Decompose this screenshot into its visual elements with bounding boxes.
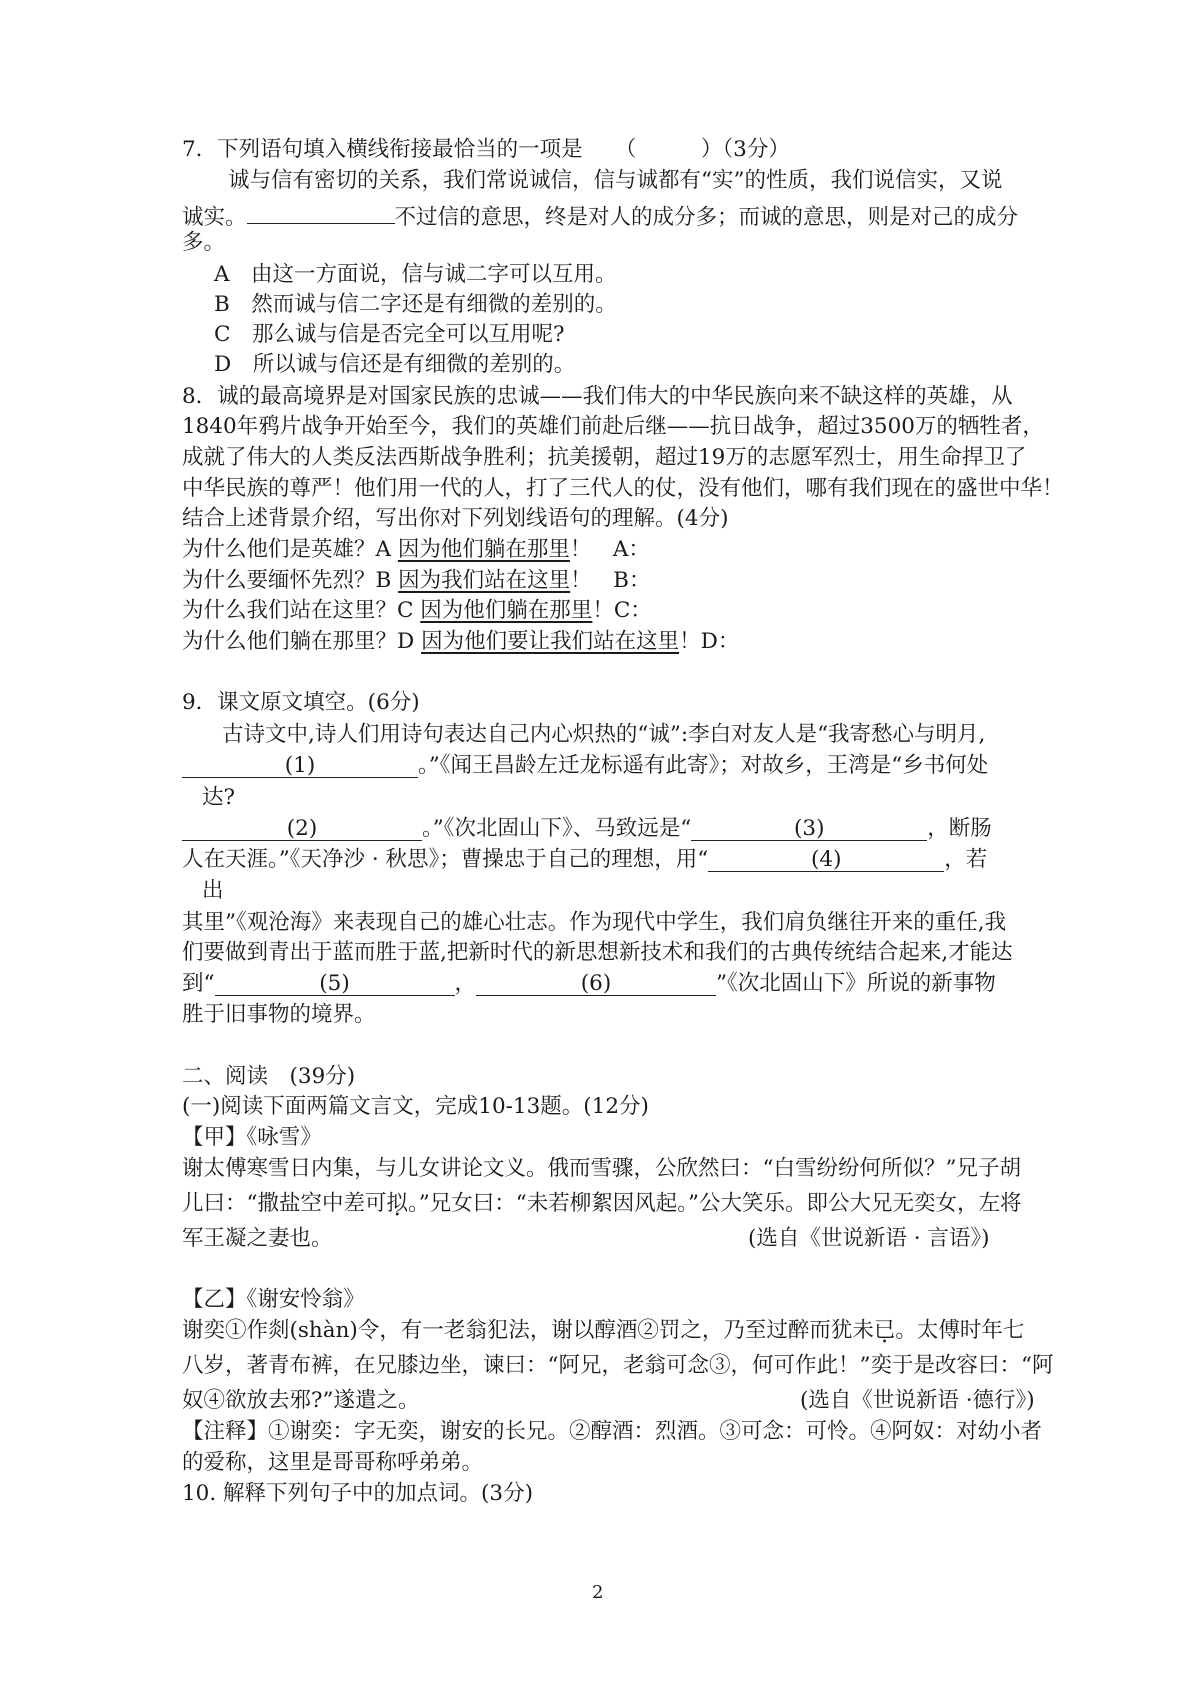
q9-text-line: 出 bbox=[202, 878, 224, 903]
q7-paragraph-line: 诚与信有密切的关系，我们常说诚信，信与诚都有“实”的性质，我们说信实，又说 bbox=[228, 168, 1003, 193]
q9-text-line: 人在天涯。”《天净沙 · 秋思》；曹操忠于自己的理想，用“ (4) ，若 bbox=[182, 847, 988, 872]
q9-blank-1[interactable]: (1) bbox=[182, 755, 418, 778]
subsection-heading: (一)阅读下面两篇文言文，完成10-13题。(12分) bbox=[182, 1094, 649, 1119]
passage-source: (选自《世说新语 ·德行》) bbox=[800, 1388, 1035, 1413]
passage-yi-title: 【乙】《谢安怜翁》 bbox=[182, 1287, 365, 1312]
q8-item-c: 为什么我们站在这里？C 因为他们躺在那里！C： bbox=[182, 598, 652, 623]
q8-item-d: 为什么他们躺在那里？D 因为他们要让我们站在这里！D： bbox=[182, 629, 740, 654]
q7-option-d: D 所以诚与信还是有细微的差别的。 bbox=[214, 352, 576, 377]
underlined-phrase: 因为我们站在这里 bbox=[398, 568, 571, 593]
passage-line: 儿曰：“撒盐空中差可拟。”兄女曰：“未若柳絮因风起。”公大笑乐。即公大兄无奕女，左将 bbox=[182, 1191, 1022, 1216]
annotation-line: 的爱称，这里是哥哥称呼弟弟。 bbox=[182, 1450, 484, 1475]
q10-title: 10. 解释下列句子中的加点词。(3分) bbox=[182, 1481, 533, 1506]
q8-item-b: 为什么要缅怀先烈？B 因为我们站在这里！ B： bbox=[182, 568, 651, 593]
q7-option-a: A 由这一方面说，信与诚二字可以互用。 bbox=[214, 262, 617, 287]
q9-text-line: 到“ (5) ， (6) ”《次北固山下》所说的新事物 bbox=[182, 971, 996, 996]
q9-text-line: 古诗文中,诗人们用诗句表达自己内心炽热的“诚”:李白对友人是“我寄愁心与明月, bbox=[222, 722, 986, 747]
underlined-phrase: 因为他们要让我们站在这里 bbox=[421, 629, 680, 654]
q8-text-line: 1840年鸦片战争开始至今，我们的英雄们前赴后继——抗日战争，超过3500万的牺牲者， bbox=[182, 414, 1044, 439]
q9-blank-5[interactable]: (5) bbox=[215, 973, 455, 996]
q9-blank-2[interactable]: (2) bbox=[182, 818, 422, 841]
q9-text-line: 其里”《观沧海》来表现自己的雄心壮志。作为现代中学生，我们肩负继往开来的重任,我 bbox=[182, 910, 1007, 935]
q7-paragraph-line: 多。 bbox=[182, 230, 226, 255]
q8-text-line: 结合上述背景介绍，写出你对下列划线语句的理解。(4分) bbox=[182, 506, 729, 531]
q7-paragraph-line: 诚实。 不过信的意思，终是对人的成分多；而诚的意思，则是对己的成分 bbox=[182, 201, 1018, 229]
dotted-word: 拟 bbox=[386, 1191, 409, 1216]
passage-line: 谢太傅寒雪日内集，与儿女讲论文义。俄而雪骤，公欣然曰：“白雪纷纷何所似？”兄子胡 bbox=[182, 1156, 1021, 1181]
q9-text-line: 达? bbox=[202, 785, 236, 810]
page-number: 2 bbox=[592, 1582, 604, 1603]
annotation-line: 【注释】①谢奕：字无奕，谢安的长兄。②醇酒：烈酒。③可念：可怜。④阿奴：对幼小者 bbox=[182, 1419, 1043, 1444]
passage-line: 军王凝之妻也。 bbox=[182, 1226, 333, 1251]
q8-text-line: 成就了伟大的人类反法西斯战争胜利；抗美援朝，超过19万的志愿军烈士，用生命捍卫了 bbox=[182, 445, 1027, 470]
passage-jia-title: 【甲】《咏雪》 bbox=[182, 1125, 322, 1150]
q7-option-b: B 然而诚与信二字还是有细微的差别的。 bbox=[214, 292, 617, 317]
underlined-phrase: 因为他们躺在那里 bbox=[420, 598, 593, 623]
q8-item-a: 为什么他们是英雄？A 因为他们躺在那里！ A： bbox=[182, 537, 650, 562]
passage-source: (选自《世说新语 · 言语》) bbox=[748, 1226, 990, 1251]
q8-text-line: 8．诚的最高境界是对国家民族的忠诚——我们伟大的中华民族向来不缺这样的英雄，从 bbox=[182, 384, 1013, 409]
q9-title: 9．课文原文填空。(6分) bbox=[182, 690, 420, 715]
underlined-phrase: 因为他们躺在那里 bbox=[397, 537, 570, 562]
dotted-word: 已 bbox=[873, 1318, 896, 1343]
q9-text-line: (1) 。”《闻王昌龄左迁龙标遥有此寄》；对故乡，王湾是“乡书何处 bbox=[182, 755, 988, 778]
passage-line: 奴④欲放去邪?”遂遣之。 bbox=[182, 1388, 420, 1413]
q8-text-line: 中华民族的尊严！他们用一代的人，打了三代人的仗，没有他们，哪有我们现在的盛世中华！ bbox=[182, 476, 1064, 501]
q9-blank-4[interactable]: (4) bbox=[708, 849, 944, 872]
q9-text-line: (2) 。”《次北固山下》、马致远是“ (3) ，断肠 bbox=[182, 818, 992, 841]
q9-text-line: 胜于旧事物的境界。 bbox=[182, 1002, 376, 1027]
q9-blank-6[interactable]: (6) bbox=[476, 973, 716, 996]
q9-blank-3[interactable]: (3) bbox=[691, 818, 927, 841]
q9-text-line: 们要做到青出于蓝而胜于蓝,把新时代的新思想新技术和我们的古典传统结合起来,才能达 bbox=[182, 940, 1013, 965]
passage-line: 八岁，著青布裤，在兄膝边坐，谏曰：“阿兄，老翁可念③，何可作此！”奕于是改容曰：“阿 bbox=[182, 1353, 1054, 1378]
passage-line: 谢奕①作剡(shàn)令，有一老翁犯法，谢以醇酒②罚之，乃至过醉而犹未已。太傅时年七 bbox=[182, 1318, 1025, 1343]
q7-title: 7．下列语句填入横线衔接最恰当的一项是 （ ）（3分） bbox=[182, 137, 790, 162]
section-heading: 二、阅读 (39分) bbox=[182, 1064, 356, 1089]
q7-blank[interactable] bbox=[247, 201, 395, 224]
q7-option-c: C 那么诚与信是否完全可以互用呢? bbox=[214, 322, 565, 347]
